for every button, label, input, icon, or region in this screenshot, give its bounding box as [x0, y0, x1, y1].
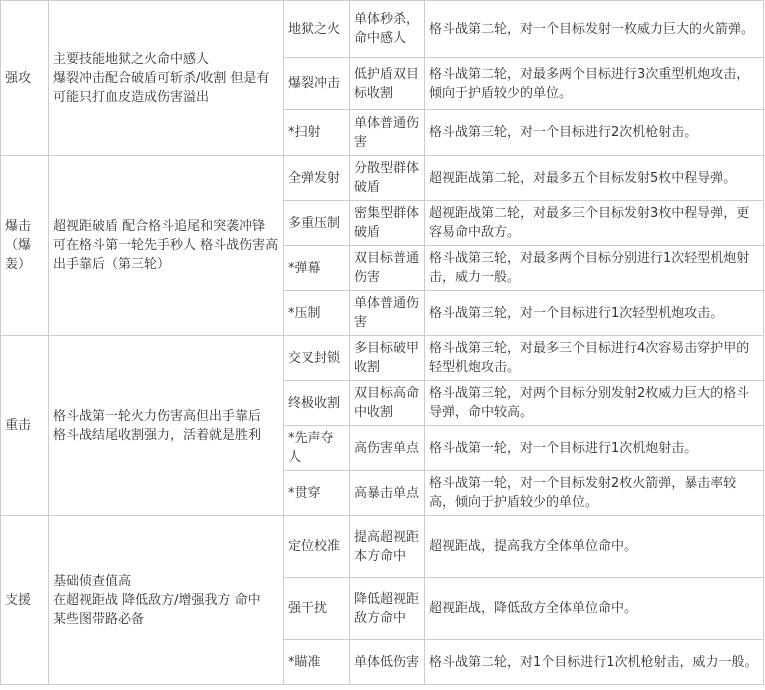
skill-tag-cell: 密集型群体破盾	[350, 201, 425, 246]
skill-name-cell: *瞄准	[284, 640, 350, 685]
skill-detail-cell: 格斗战第三轮，对一个目标进行1次轻型机炮攻击。	[425, 291, 764, 336]
skill-detail-cell: 格斗战第二轮，对最多两个目标进行3次重型机炮攻击，倾向于护盾较少的单位。	[425, 58, 764, 110]
category-type-cell: 爆击（爆轰）	[1, 156, 49, 336]
skill-tag-cell: 单体秒杀，命中感人	[350, 1, 425, 58]
category-description-cell	[49, 156, 284, 336]
category-description-cell	[49, 336, 284, 516]
description-line: 某些图带路必备	[53, 611, 145, 627]
skill-tag-cell: 双目标高命中收割	[350, 381, 425, 426]
skill-detail-cell: 格斗战第二轮，对一个目标发射一枚威力巨大的火箭弹。	[425, 1, 764, 58]
skill-name-cell: 终极收割	[284, 381, 350, 426]
skill-detail-cell: 格斗战第一轮，对一个目标进行1次机炮射击。	[425, 426, 764, 471]
skill-name-cell: 爆裂冲击	[284, 58, 350, 110]
skill-name-cell: 交叉封锁	[284, 336, 350, 381]
description-line: 主要技能地狱之火命中感人	[53, 51, 210, 67]
description-line: 格斗战第一轮火力伤害高但出手靠后	[53, 408, 262, 424]
skill-tag-cell: 低护盾双目标收割	[350, 58, 425, 110]
skill-name-cell: *先声夺人	[284, 426, 350, 471]
skill-detail-cell: 格斗战第一轮，对一个目标发射2枚火箭弹，暴击率较高，倾向于护盾较少的单位。	[425, 471, 764, 516]
table-row	[1, 156, 764, 201]
skill-detail-cell: 超视距战，提高我方全体单位命中。	[425, 516, 764, 578]
description-line: 爆裂冲击配合破盾可斩杀/收割 但是有可能只打血皮造成伤害溢出	[53, 70, 270, 105]
skill-name-cell: 强干扰	[284, 578, 350, 640]
description-line: 基础侦查值高	[53, 573, 132, 589]
skill-detail-cell: 超视距战第二轮，对最多五个目标发射5枚中程导弹。	[425, 156, 764, 201]
category-type-cell: 重击	[1, 336, 49, 516]
skill-name-cell: *弹幕	[284, 246, 350, 291]
category-type-cell: 强攻	[1, 1, 49, 156]
skill-name-cell: *贯穿	[284, 471, 350, 516]
skill-name-cell: 多重压制	[284, 201, 350, 246]
skill-detail-cell: 格斗战第三轮，对一个目标进行2次机枪射击。	[425, 110, 764, 156]
skill-name-cell: *扫射	[284, 110, 350, 156]
description-line: 可在格斗第一轮先手秒人 格斗战伤害高出手靠后（第三轮）	[53, 238, 279, 272]
skill-detail-cell: 格斗战第二轮，对1个目标进行1次机枪射击，威力一般。	[425, 640, 764, 685]
skill-tag-cell: 提高超视距本方命中	[350, 516, 425, 578]
category-description-cell	[49, 1, 284, 156]
skill-tag-cell: 高暴击单点	[350, 471, 425, 516]
skill-name-cell: 地狱之火	[284, 1, 350, 58]
description-line: 在超视距战 降低敌方/增强我方 命中	[53, 592, 261, 608]
skill-tag-cell: 分散型群体破盾	[350, 156, 425, 201]
table-row	[1, 336, 764, 381]
skill-tag-cell: 单体低伤害	[350, 640, 425, 685]
skill-name-cell: *压制	[284, 291, 350, 336]
skill-detail-cell: 格斗战第三轮，对最多三个目标进行4次容易击穿护甲的轻型机炮攻击。	[425, 336, 764, 381]
skill-tag-cell: 单体普通伤害	[350, 110, 425, 156]
skill-name-cell: 定位校准	[284, 516, 350, 578]
skill-name-cell: 全弹发射	[284, 156, 350, 201]
skill-tag-cell: 降低超视距敌方命中	[350, 578, 425, 640]
skill-detail-cell: 格斗战第三轮，对最多两个目标分别进行1次轻型机炮射击，威力一般。	[425, 246, 764, 291]
skill-tag-cell: 多目标破甲收割	[350, 336, 425, 381]
category-type-cell: 支援	[1, 516, 49, 685]
description-line: 格斗战结尾收割强力，活着就是胜利	[53, 427, 262, 443]
skill-tag-cell: 双目标普通伤害	[350, 246, 425, 291]
skill-detail-cell: 超视距战第二轮，对最多三个目标发射3枚中程导弹，更容易命中敌方。	[425, 201, 764, 246]
skill-tag-cell: 高伤害单点	[350, 426, 425, 471]
category-description-cell	[49, 516, 284, 685]
table-row	[1, 516, 764, 578]
skill-tag-cell: 单体普通伤害	[350, 291, 425, 336]
skill-detail-cell: 格斗战第三轮，对两个目标分别发射2枚威力巨大的格斗导弹，命中较高。	[425, 381, 764, 426]
skill-detail-cell: 超视距战，降低敌方全体单位命中。	[425, 578, 764, 640]
description-line: 超视距破盾 配合格斗追尾和突袭冲锋	[53, 219, 266, 234]
table-row	[1, 1, 764, 58]
